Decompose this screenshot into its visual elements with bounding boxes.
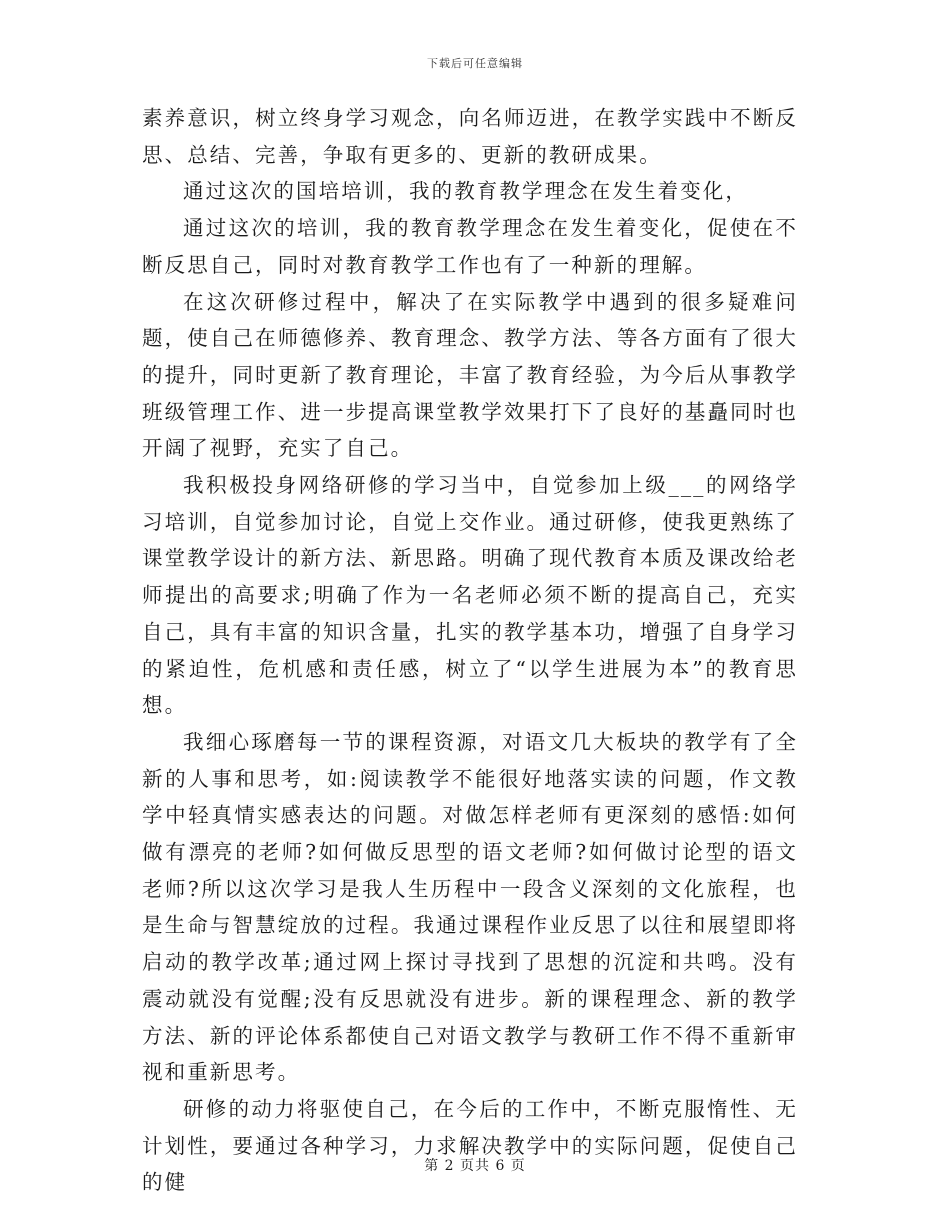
document-body [142,100,798,1201]
header-note: 下载后可任意编辑 [427,57,523,70]
paragraph: 通过这次的培训，我的教育教学理念在发生着变化，促使在不断反思自己，同时对教育教学工作也有了一种新的理解。 [142,216,798,277]
paragraph: 在这次研修过程中，解决了在实际教学中遇到的很多疑难问题，使自己在师德修养、教育理念、教学方法、等各方面有了很大的提升，同时更新了教育理论，丰富了教育经验，为今后从事教学班级管理工作、进一步提高课堂教学效果打下了良好的基矗同时也开阔了视野，充实了自己。 [142,289,798,461]
paragraph: 我细心琢磨每一节的课程资源，对语文几大板块的教学有了全新的人事和思考，如:阅读教学不能很好地落实读的问题，作文教学中轻真情实感表达的问题。对做怎样老师有更深刻的感悟:如何做有漂亮的老师?如何做反思型的语文老师?如何做讨论型的语文老师?所以这次学习是我人生历程中一段含义深刻的文化旅程，也是生命与智慧绽放的过程。我通过课程作业反思了以往和展望即将启动的教学改革;通过网上探讨寻找到了思想的沉淀和共鸣。没有震动就没有觉醒;没有反思就没有进步。新的课程理念、新的教学方法、新的评论体系都使自己对语文教学与教研工作不得不重新审视和重新思考。 [142,729,798,1085]
paragraph: 通过这次的国培培训，我的教育教学理念在发生着变化， [183,179,748,204]
page-number: 第 2 页共 6 页 [424,1158,526,1174]
paragraph: 研修的动力将驱使自己，在今后的工作中，不断克服惰性、无计划性，要通过各种学习，力求解决教学中的实际问题，促使自己的健 [142,1096,798,1195]
paragraph: 我积极投身网络研修的学习当中，自觉参加上级___的网络学习培训，自觉参加讨论，自觉上交作业。通过研修，使我更熟练了课堂教学设计的新方法、新思路。明确了现代教育本质及课改给老师提出的高要求;明确了作为一名老师必须不断的提高自己，充实自己，具有丰富的知识含量，扎实的教学基本功，增强了自身学习的紧迫性，危机感和责任感，树立了“以学生进展为本”的教育思想。 [142,473,798,718]
paragraph: 素养意识，树立终身学习观念，向名师迈进，在教学实践中不断反思、总结、完善，争取有更多的、更新的教研成果。 [142,106,798,167]
